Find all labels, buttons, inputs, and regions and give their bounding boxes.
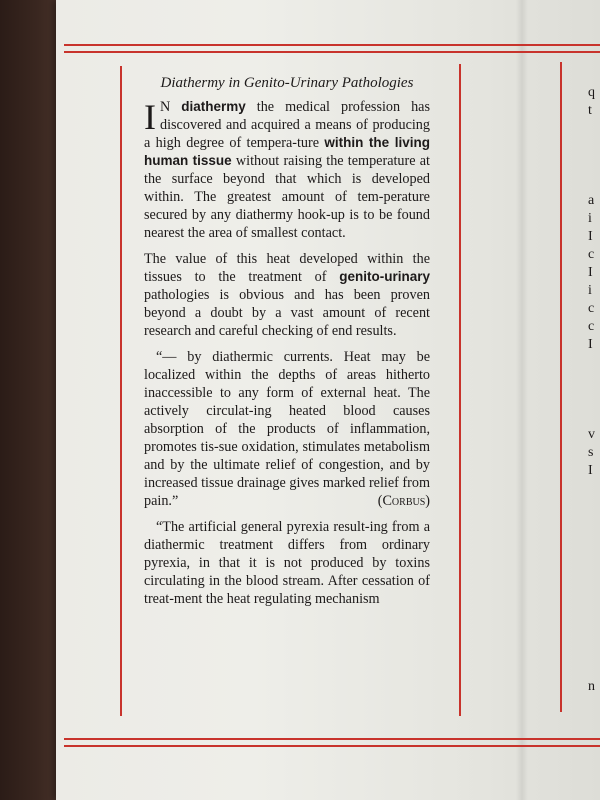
p1-text-2: the medical profession has discovered and acquired a means of producing a high degree of tempera-ture xyxy=(144,99,430,151)
edge-fragment: I xyxy=(588,337,593,352)
background-table xyxy=(0,0,64,800)
edge-fragment: t xyxy=(588,103,592,118)
page-title: Diathermy in Genito-Urinary Pathologies xyxy=(160,75,414,91)
edge-fragment: I xyxy=(588,463,593,478)
p2-bold-genito-urinary: genito-urinary xyxy=(339,269,430,284)
p1-bold-diathermy: diathermy xyxy=(181,99,246,114)
edge-fragment: i xyxy=(588,283,592,298)
p1-bold-living-tissue: within the living human tissue xyxy=(144,135,430,168)
edge-fragment: s xyxy=(588,445,594,460)
p1-text-1: N xyxy=(160,99,182,115)
edge-fragment: a xyxy=(588,193,595,208)
bottom-rule-lower xyxy=(64,745,600,747)
edge-fragment: I xyxy=(588,229,593,244)
edge-fragment: q xyxy=(588,85,595,100)
edge-fragment: I xyxy=(588,265,593,280)
page-fold xyxy=(516,0,528,800)
edge-fragment: c xyxy=(588,247,595,262)
paragraph-1 xyxy=(144,98,430,242)
p2-text-2: pathologies is obvious and has been proven beyond a doubt by a vast amount of recent research and careful checking of end results. xyxy=(144,287,430,339)
text-column xyxy=(144,74,430,616)
edge-fragment: c xyxy=(588,301,595,316)
quote-corbus xyxy=(144,348,430,510)
quote-1-attribution: (Corbus) xyxy=(377,493,430,509)
right-column-border xyxy=(459,64,461,716)
edge-fragment: v xyxy=(588,427,595,442)
edge-fragment: c xyxy=(588,319,595,334)
drop-cap: I xyxy=(144,97,156,137)
bottom-rule-upper xyxy=(64,738,600,740)
edge-fragment: i xyxy=(588,211,592,226)
top-rule-upper xyxy=(64,44,600,46)
p2-text-1: The value of this heat developed within the tissues to the treatment of xyxy=(144,251,430,285)
quote-pyrexia xyxy=(144,518,430,608)
quote-2-text: “The artificial general pyrexia result-ing from a diathermic treatment differs from ordinary pyrexia, in that it is not produced by toxins circulating in the blood stream. After cessation of treat-ment the heat regulating mechanism xyxy=(144,519,430,607)
edge-fragment: n xyxy=(588,679,595,694)
p1-text-3: without raising the temperature at the surface beyond that which is developed within. The greatest amount of tem-perature secured by any diathermy hook-up is to be found nearest the area of smallest contact. xyxy=(144,153,430,241)
next-panel-border xyxy=(560,62,562,712)
paragraph-2 xyxy=(144,250,430,340)
top-rule-lower xyxy=(64,51,600,53)
left-column-border xyxy=(120,66,122,716)
quote-1-text: “— by diathermic currents. Heat may be localized within the depths of areas hitherto inaccessible to any form of external heat. The actively circulat-ing heated blood causes absorption of the products of inflammation, promotes tis-sue oxidation, stimulates metabolism and by the ultimate relief of congestion, and by increased tissue drainage gives marked relief from pain.” xyxy=(144,349,430,509)
